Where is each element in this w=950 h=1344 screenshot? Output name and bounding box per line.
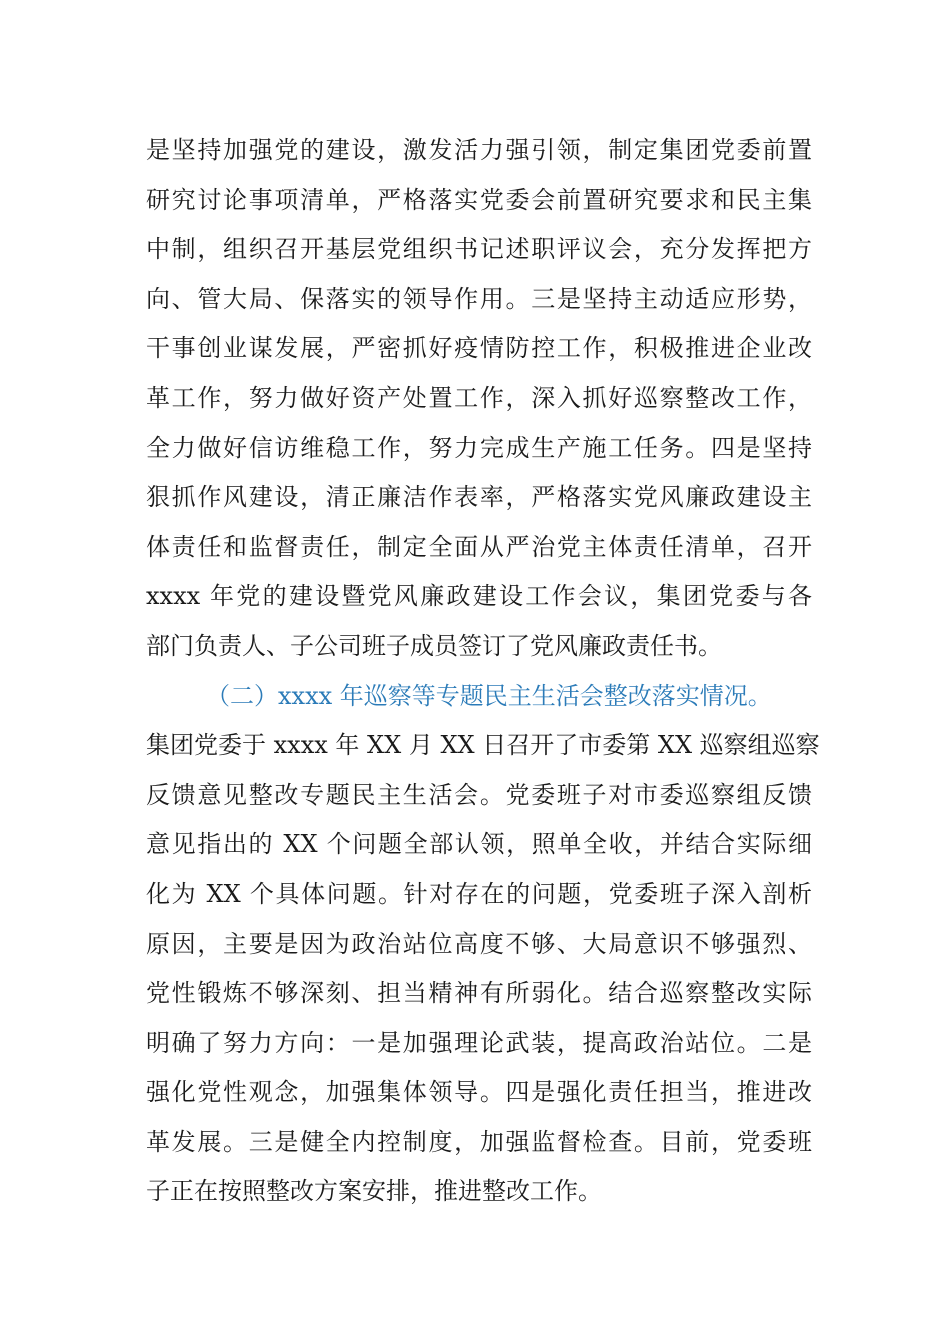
text-line: 革发展。三是健全内控制度，加强监督检查。目前，党委班 (146, 1127, 812, 1156)
text-line: 是坚持加强党的建设，激发活力强引领，制定集团党委前置 (146, 136, 812, 164)
text-line: 原因，主要是因为政治站位高度不够、大局意识不够强烈、 (146, 929, 812, 958)
text-line: 意见指出的 XX 个问题全部认领，照单全收，并结合实际细 (146, 830, 812, 859)
text-line: 革工作，努力做好资产处置工作，深入抓好巡察整改工作， (146, 383, 812, 412)
text-line: 部门负责人、子公司班子成员签订了党风廉政责任书。 (146, 631, 722, 660)
text-line: 子正在按照整改方案安排，推进整改工作。 (146, 1177, 602, 1206)
text-line: 明确了努力方向：一是加强理论武装，提高政治站位。二是 (146, 1028, 812, 1057)
text-line: 集团党委于 xxxx 年 XX 月 XX 日召开了市委第 XX 巡察组巡察 (146, 731, 820, 760)
text-line: 向、管大局、保落实的领导作用。三是坚持主动适应形势， (146, 284, 812, 313)
text-line: 干事创业谋发展，严密抓好疫情防控工作，积极推进企业改 (146, 334, 812, 363)
text-line: 体责任和监督责任，制定全面从严治党主体责任清单，召开 (146, 532, 812, 561)
text-line: 中制，组织召开基层党组织书记述职评议会，充分发挥把方 (146, 235, 812, 264)
text-line: 强化党性观念，加强集体领导。四是强化责任担当，推进改 (146, 1078, 812, 1107)
paragraph-1 (146, 126, 812, 672)
paragraph-2 (146, 721, 820, 1217)
text-line: 反馈意见整改专题民主生活会。党委班子对市委巡察组反馈 (146, 780, 812, 809)
body-text (146, 126, 820, 1217)
text-line: xxxx 年党的建设暨党风廉政建设工作会议，集团党委与各 (146, 582, 812, 611)
text-line: 全力做好信访维稳工作，努力完成生产施工任务。四是坚持 (146, 433, 812, 462)
text-line: 研究讨论事项清单，严格落实党委会前置研究要求和民主集 (146, 185, 812, 214)
text-line: 狠抓作风建设，清正廉洁作表率，严格落实党风廉政建设主 (146, 483, 812, 512)
section-heading: （二）xxxx 年巡察等专题民主生活会整改落实情况。 (206, 681, 772, 710)
text-line: 党性锻炼不够深刻、担当精神有所弱化。结合巡察整改实际 (146, 979, 812, 1008)
text-line: 化为 XX 个具体问题。针对存在的问题，党委班子深入剖析 (146, 879, 812, 908)
